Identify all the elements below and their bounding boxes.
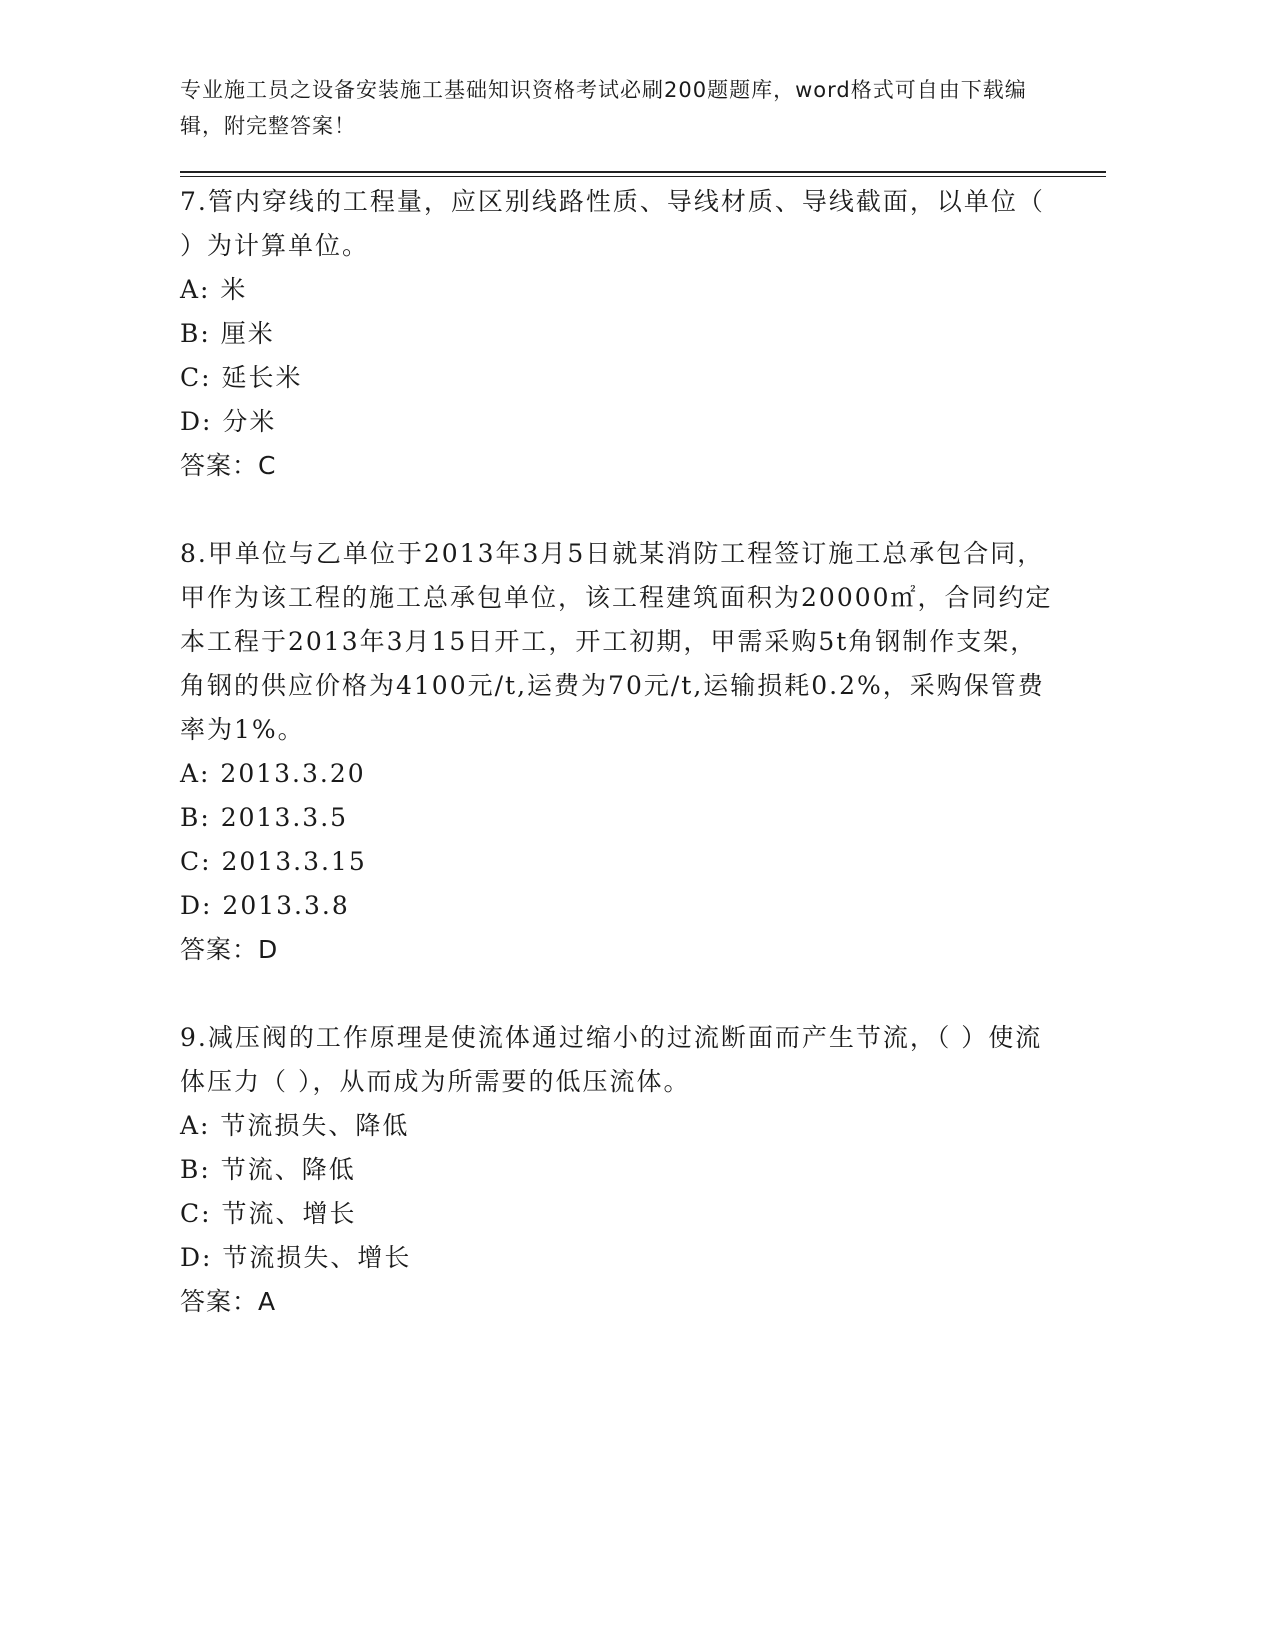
question-list (180, 180, 1060, 1324)
option-b: B: 节流、降低 (180, 1155, 356, 1184)
question-spacer (180, 488, 1060, 532)
question-7 (180, 180, 1060, 488)
question-9 (180, 1016, 1060, 1324)
question-text: 9.减压阀的工作原理是使流体通过缩小的过流断面而产生节流，（ ）使流体压力（ ），从而成为所需要的低压流体。 (180, 1023, 1043, 1096)
answer-line: 答案：C (180, 451, 277, 480)
option-b: B: 厘米 (180, 319, 275, 348)
option-b: B: 2013.3.5 (180, 803, 349, 832)
answer-line: 答案：A (180, 1287, 277, 1316)
header-divider-thick (180, 171, 1106, 173)
answer-line: 答案：D (180, 935, 279, 964)
option-c: C: 延长米 (180, 363, 303, 392)
document-header: 专业施工员之设备安装施工基础知识资格考试必刷200题题库，word格式可自由下载编辑，附完整答案！ (180, 78, 1027, 138)
option-c: C: 2013.3.15 (180, 847, 367, 876)
option-a: A: 2013.3.20 (180, 759, 366, 788)
option-d: D: 节流损失、增长 (180, 1243, 412, 1272)
header-divider-thin (180, 176, 1106, 177)
question-8 (180, 532, 1060, 972)
option-d: D: 2013.3.8 (180, 891, 350, 920)
option-a: A: 节流损失、降低 (180, 1111, 410, 1140)
question-text: 7.管内穿线的工程量，应区别线路性质、导线材质、导线截面，以单位（ ）为计算单位。 (180, 187, 1045, 260)
question-spacer (180, 972, 1060, 1016)
option-c: C: 节流、增长 (180, 1199, 357, 1228)
option-d: D: 分米 (180, 407, 277, 436)
question-text: 8.甲单位与乙单位于2013年3月5日就某消防工程签订施工总承包合同，甲作为该工程的施工总承包单位，该工程建筑面积为20000㎡，合同约定本工程于2013年3月15日开工，开工初期，甲需采购5t角钢制作支架，角钢的供应价格为4100元/t,运费为70元/t,运输损耗0.2%，采购保管费率为1%。 (180, 539, 1053, 744)
option-a: A: 米 (180, 275, 248, 304)
